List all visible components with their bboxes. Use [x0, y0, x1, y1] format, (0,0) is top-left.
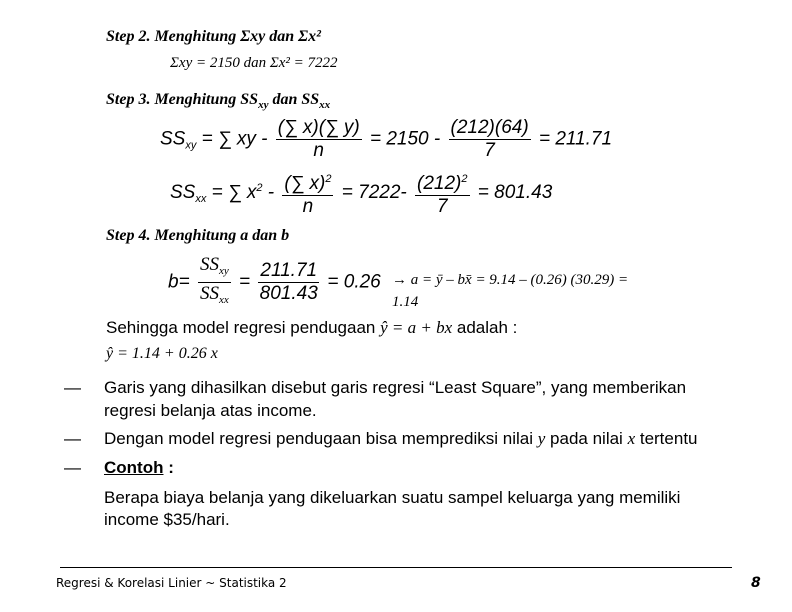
ssxy-formula: $SS_{xy}$ = ∑ xy - $\frac{(\sum x)(\sum y)}{n}$ = 2150 - $\frac{(212)(64)}{7}$ = 211.71	[160, 117, 613, 161]
b-formula: b= $\frac{SS_{xy}}{SS_{xx}}$ = $\frac{211.71}{801.43}$ = 0.26	[168, 254, 381, 306]
bullet3-contoh: Contoh :	[104, 458, 174, 477]
footer-divider	[60, 567, 732, 568]
example-line1: Berapa biaya belanja yang dikeluarkan suatu sampel keluarga yang memiliki	[104, 488, 681, 507]
footer-title: Regresi & Korelasi Linier ~ Statistika 2	[56, 576, 287, 590]
step4-title: Step 4. Menghitung a dan b	[106, 227, 290, 244]
a-formula-line2: 1.14	[392, 294, 419, 310]
step2-title: Step 2. Menghitung Σxy dan Σx²	[106, 28, 321, 45]
bullet-dash-3: —	[64, 458, 81, 477]
bullet1-line1: Garis yang dihasilkan disebut garis regresi “Least Square”, yang memberikan	[104, 378, 687, 397]
conclusion-text: Sehingga model regresi pendugaan ŷ = a + bx adalah :	[106, 318, 518, 337]
step2-result: Σxy = 2150 dan Σx² = 7222	[170, 55, 338, 71]
ssxx-formula: $SS_{xx}$ = ∑ $x^2$ - $\frac{(\sum x)^2}{n}$ = 7222- $\frac{(212)^2}{7}$ = 801.43	[170, 168, 515, 222]
step3-title: Step 3. Menghitung $SS_{xy}$ dan $SS_{xx}$	[106, 91, 331, 111]
bullet1-line2: regresi belanja atas income.	[104, 401, 317, 420]
a-formula-line1: → a = ȳ – bx̄ = 9.14 – (0.26) (30.29) =	[392, 272, 629, 288]
example-line2: income $35/hari.	[104, 510, 230, 529]
bullet-dash-1: —	[64, 378, 81, 397]
bullet-dash-2: —	[64, 429, 81, 448]
bullet2-text: Dengan model regresi pendugaan bisa memprediksi nilai y pada nilai x tertentu	[104, 429, 698, 448]
page-number: 8	[751, 575, 761, 591]
final-model: ŷ = 1.14 + 0.26 x	[106, 345, 218, 362]
